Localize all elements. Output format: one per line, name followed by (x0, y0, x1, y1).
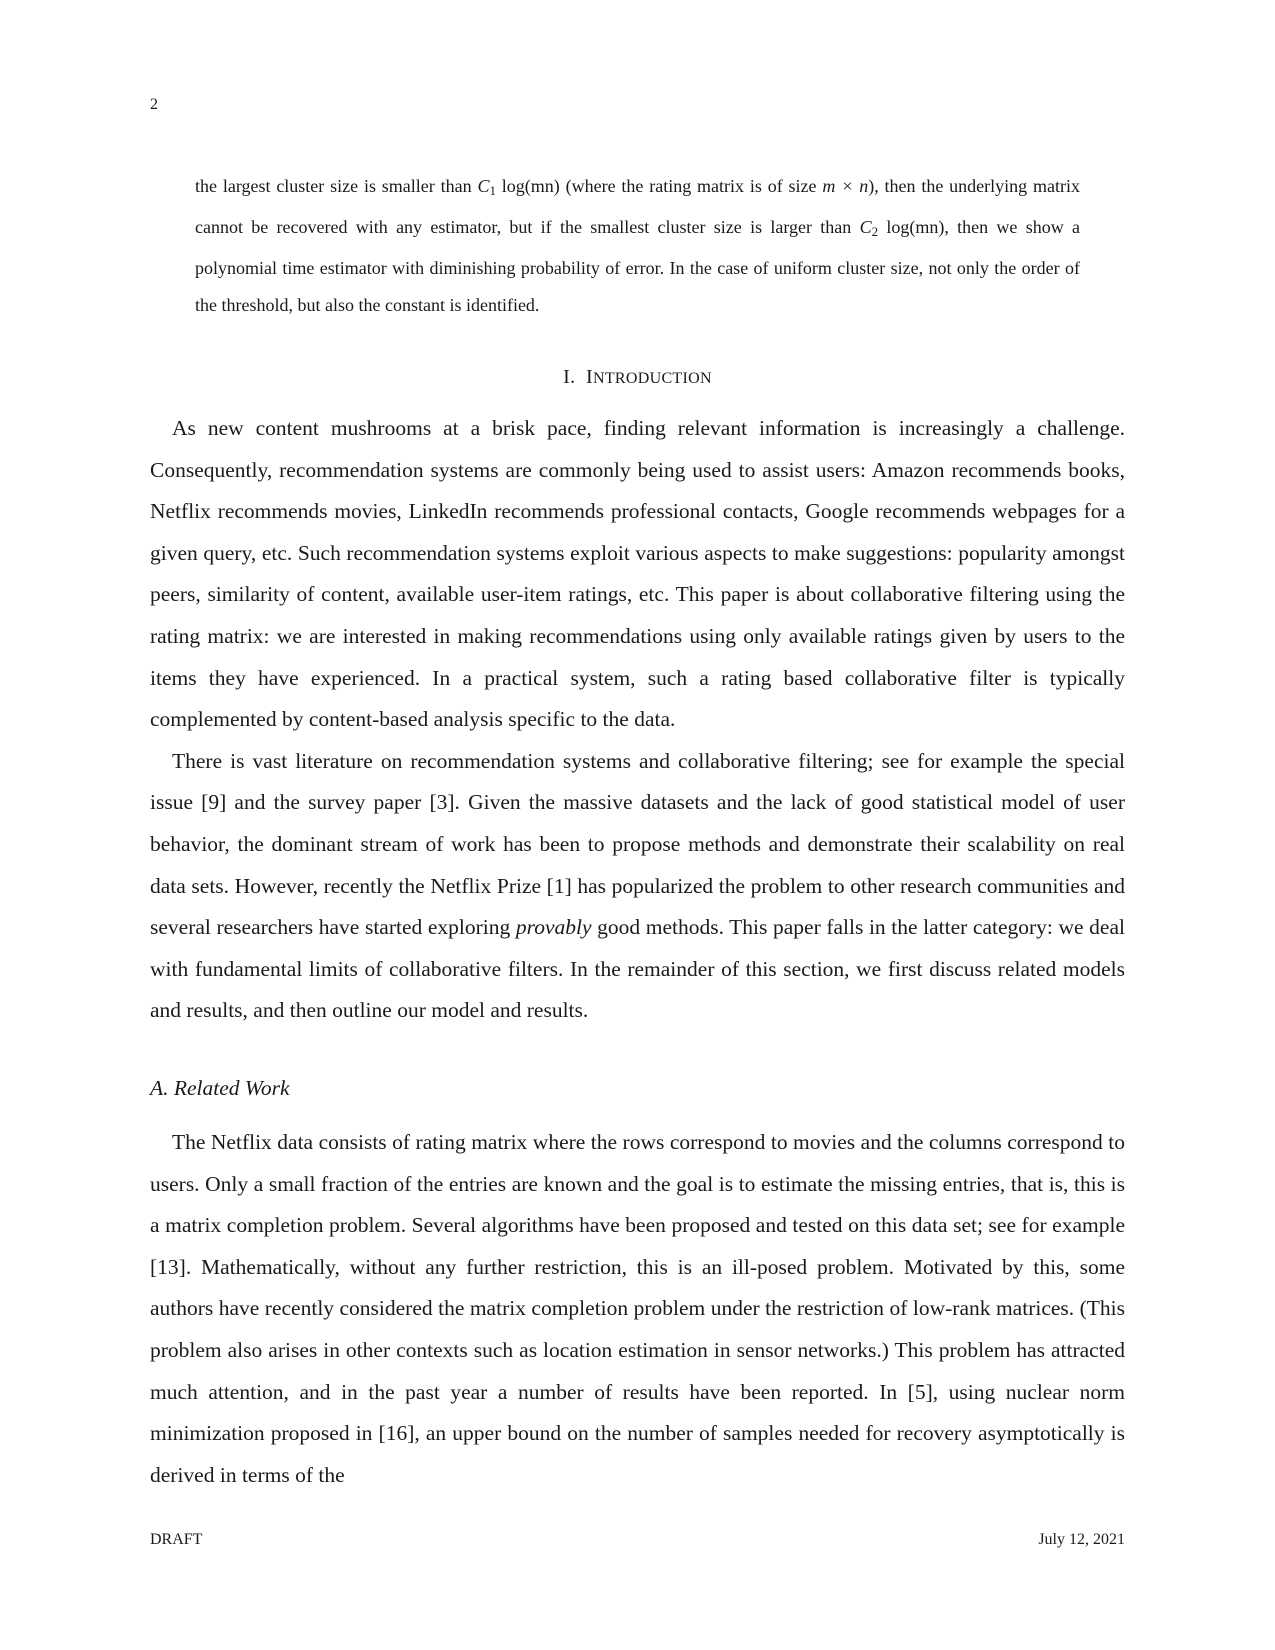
c1-subscript: 1 (489, 183, 496, 199)
footer-draft-label: DRAFT (150, 1531, 203, 1548)
log-mn-expression: log(mn) (495, 176, 560, 196)
abstract (195, 168, 1080, 324)
c1-symbol: C (477, 176, 490, 196)
log-mn-expression: log(mn) (878, 217, 945, 238)
emphasis-provably: provably (515, 915, 592, 940)
related-work-paragraph: The Netflix data consists of rating matrix where the rows correspond to movies and the columns correspond to users. Only a small fraction of the entries are known and the goal is to estimate the missing entries, that is, this is a matrix completion problem. Several algorithms have been proposed and tested on this data set; see for example [13]. Mathematically, without any further restriction, this is an ill-posed problem. Motivated by this, some authors have recently considered the matrix completion problem under the restriction of low-rank matrices. (This problem also arises in other contexts such as location estimation in sensor networks.) This problem has attracted much attention, and in the past year a number of results have been reported. In [5], using nuclear norm minimization proposed in [16], an upper bound on the number of samples needed for recovery asymptotically is derived in terms of the (150, 1130, 1125, 1487)
page-number: 2 (150, 96, 158, 113)
introduction-body (150, 408, 1125, 1032)
c2-subscript: 2 (871, 224, 879, 240)
section-title-initial: I (586, 366, 593, 388)
intro-p2-segment: good methods. This paper falls in the latter category: we deal with fundamental limits of collaborative filters. In the remainder of this section, we first discuss related models and results, and then outline our model and results. (150, 915, 1125, 1023)
section-heading-introduction (0, 366, 1275, 389)
abstract-segment: , then we show a polynomial time estimator with diminishing probability of error. In the case of uniform cluster size, not only the order of the threshold, but also the constant is identified. (195, 217, 1080, 316)
intro-p2-segment: There is vast literature on recommendation systems and collaborative filtering; see for example the special issue [9] and the survey paper [3]. Given the massive datasets and the lack of good statistical model of user behavior, the dominant stream of work has been to propose methods and demonstrate their scalability on real data sets. However, recently the Netflix Prize [1] has popularized the problem to other research communities and several researchers have started exploring (150, 748, 1125, 940)
footer-date: July 12, 2021 (1038, 1531, 1125, 1548)
abstract-segment: (where the rating matrix is of size (559, 176, 823, 196)
section-title-rest: NTRODUCTION (592, 370, 712, 387)
abstract-segment: ), then the underlying matrix cannot be recovered with any estimator, but if the smallest cluster size is larger than (195, 176, 1080, 238)
abstract-segment: the largest cluster size is smaller than (195, 176, 478, 196)
intro-paragraph-2 (150, 741, 1125, 1032)
subsection-heading-related-work: A. Related Work (150, 1076, 290, 1100)
matrix-size-expression: m × n (822, 176, 869, 196)
section-numeral: I. (563, 366, 576, 388)
intro-paragraph-1: As new content mushrooms at a brisk pace, finding relevant information is increasingly a challenge. Consequently, recommendation systems are commonly being used to assist users: Amazon recommends books, Netflix recommends movies, LinkedIn recommends professional contacts, Google recommends webpages for a given query, etc. Such recommendation systems exploit various aspects to make suggestions: popularity amongst peers, similarity of content, available user-item ratings, etc. This paper is about collaborative filtering using the rating matrix: we are interested in making recommendations using only available ratings given by users to the items they have experienced. In a practical system, such a rating based collaborative filter is typically complemented by content-based analysis specific to the data. (150, 416, 1125, 732)
abstract-text (195, 168, 1080, 324)
related-work-body (150, 1122, 1125, 1496)
c2-symbol: C (859, 217, 872, 238)
